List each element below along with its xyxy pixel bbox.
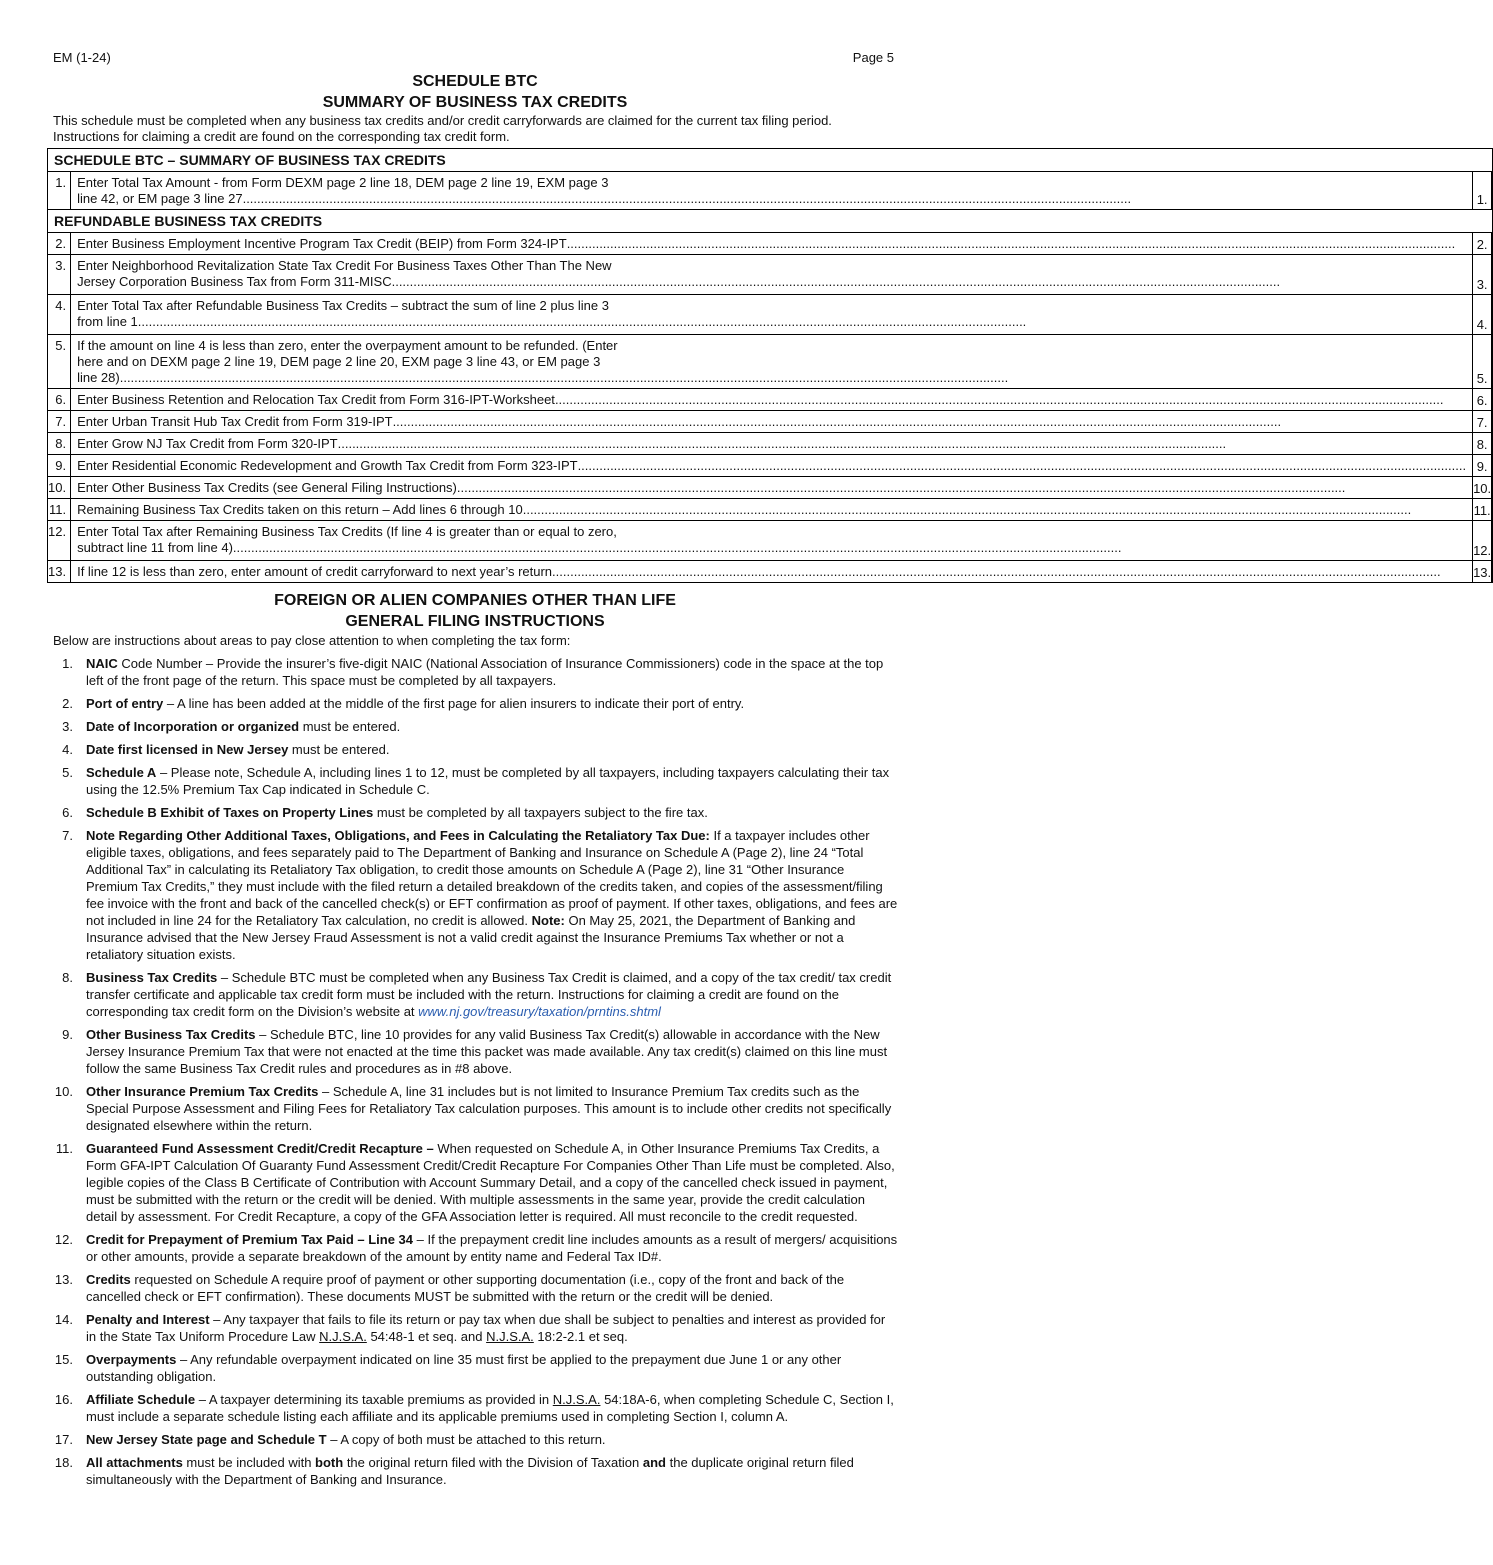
list-item: 7. Note Regarding Other Additional Taxes, Obligations, and Fees in Calculating the Retaliatory Tax Due: If a taxpayer includes other eligible taxes, obligations, and fees separately paid to The Department of Banking and Insurance on Schedule A (Page 2), line 24 “Total Additional Tax” in calculating its Retaliatory Tax obligation, to credit those amounts on Schedule A (Page 2), line 31 “Other Insurance Premium Tax Credits,” they must include with the filed return a detailed breakdown of the credits taken, and copies of the assessment/filing fee invoice with the front and back of the cancelled check(s) or EFT confirmation as proof of payment. If other taxes, obligations, and fees are not included in line 24 for the Retaliatory Tax calculation, no credit is allowed. Note: On May 25, 2021, the Department of Banking and Insurance advised that the New Jersey Fraud Assessment is not a valid credit against the Insurance Premiums Tax whether or not a retaliatory situation exists. — [62, 828, 898, 962]
table-row: 13. If line 12 is less than zero, enter amount of credit carryforward to next year’s return ..... 13. — [48, 561, 1493, 583]
page-subtitle: SUMMARY OF BUSINESS TAX CREDITS — [322, 94, 628, 111]
table-heading-row — [48, 149, 1493, 172]
list-item: 8. Business Tax Credits – Schedule BTC must be completed when any Business Tax Credit is claimed, and a copy of the tax credit/ tax credit transfer certificate and applicable tax credit form must be included with the return. Instructions for claiming a credit are found on the corresponding tax credit form on the Division’s website at www.nj.gov/treasury/taxation/prntins.shtml — [62, 970, 892, 1019]
table-row: 11. Remaining Business Tax Credits taken on this return – Add lines 6 through 10 ..... 11. — [48, 499, 1493, 521]
table-row: 2. Enter Business Employment Incentive Program Tax Credit (BEIP) from Form 324-IPT ..... 2. — [48, 233, 1493, 255]
form-id: EM (1-24) — [53, 50, 111, 65]
instructions-subtitle: GENERAL FILING INSTRUCTIONS — [345, 613, 605, 630]
page-number: Page 5 — [852, 50, 894, 65]
instructions-list — [53, 655, 898, 1494]
page-title: SCHEDULE BTC — [412, 73, 538, 90]
table-heading: SCHEDULE BTC – SUMMARY OF BUSINESS TAX CREDITS — [48, 149, 1493, 172]
list-item: 10. Other Insurance Premium Tax Credits – Schedule A, line 31 includes but is not limited to Insurance Premium Tax credits such as the Special Purpose Assessment and Filing Fees for Retaliatory Tax calculation purposes. This amount is to include other credits not specifically designated elsewhere within the return. — [54, 1084, 892, 1133]
instructions-lead: Below are instructions about areas to pay close attention to when completing the tax form: — [53, 633, 571, 648]
table-row: 1. Enter Total Tax Amount - from Form DEXM page 2 line 18, DEM page 2 line 19, EXM page 3 line 42, or EM page 3 line 27 ..... 1. — [48, 172, 1493, 210]
table-row: 8. Enter Grow NJ Tax Credit from Form 320-IPT ..... 8. — [48, 433, 1493, 455]
list-item: 6. Schedule B Exhibit of Taxes on Property Lines must be completed by all taxpayers subject to the fire tax. — [62, 805, 708, 820]
website-link[interactable]: www.nj.gov/treasury/taxation/prntins.shtml — [418, 1004, 661, 1019]
table-row: 9. Enter Residential Economic Redevelopment and Growth Tax Credit from Form 323-IPT ..... 9. — [48, 455, 1493, 477]
list-item: 14. Penalty and Interest – Any taxpayer that fails to file its return or pay tax when due shall be subject to penalties and interest as provided for in the State Tax Uniform Procedure Law N.J.S.A. 54:48-1 et seq. and N.J.S.A. 18:2-2.1 et seq. — [54, 1312, 886, 1344]
instructions-title: FOREIGN OR ALIEN COMPANIES OTHER THAN LIFE — [274, 592, 676, 609]
table-row: 7. Enter Urban Transit Hub Tax Credit from Form 319-IPT ..... 7. — [48, 411, 1493, 433]
table-row: 6. Enter Business Retention and Relocation Tax Credit from Form 316-IPT-Worksheet ..... 6. — [48, 389, 1493, 411]
list-item: 1. NAIC Code Number – Provide the insurer’s five-digit NAIC (National Association of Insurance Commissioners) code in the space at the top left of the front page of the return. This space must be completed by all taxpayers. — [62, 656, 884, 688]
list-item: 12. Credit for Prepayment of Premium Tax Paid – Line 34 – If the prepayment credit line includes amounts as a result of mergers/ acquisitions or other amounts, provide a separate breakdown of the amount by entity name and Federal Tax ID#. — [54, 1232, 898, 1264]
refundable-heading: REFUNDABLE BUSINESS TAX CREDITS — [48, 210, 1493, 233]
table-row: 10. Enter Other Business Tax Credits (see General Filing Instructions) ..... 10. — [48, 477, 1493, 499]
table-section-row — [48, 210, 1493, 233]
list-item: 13. Credits requested on Schedule A require proof of payment or other supporting documentation (i.e., copy of the front and back of the cancelled check or EFT confirmation). These documents MUST be submitted with the return or the credit will be denied. — [54, 1272, 845, 1304]
schedule-btc-table — [47, 148, 1493, 583]
table-row: 5. If the amount on line 4 is less than zero, enter the overpayment amount to be refunded. (Enter here and on DEXM page 2 line 19, DEM page 2 line 20, EXM page 3 line 43, or EM page 3 line 28) ..... 5. — [48, 335, 1493, 389]
list-item: 11. Guaranteed Fund Assessment Credit/Credit Recapture – When requested on Schedule A, in Other Insurance Premiums Tax Credits, a Form GFA-IPT Calculation Of Guaranty Fund Assessment Credit/Credit Recapture For Companies Other Than Life must be completed. Also, legible copies of the Class B Certificate of Contribution with Account Summary Detail, and a copy of the cancelled check issued in payment, must be submitted with the return or the credit will be denied. With multiple assessments in the same year, provide the credit calculation detail by assessment. For Credit Recapture, a copy of the GFA Association letter is required. All must reconcile to the credit requested. — [55, 1141, 895, 1224]
list-item: 15. Overpayments – Any refundable overpayment indicated on line 35 must first be applied to the prepayment due June 1 or any other outstanding obligation. — [54, 1352, 842, 1384]
list-item: 18. All attachments must be included with both the original return filed with the Division of Taxation and the duplicate original return filed simultaneously with the Department of Banking and Insurance. — [54, 1455, 854, 1487]
table-row: 12. Enter Total Tax after Remaining Business Tax Credits (If line 4 is greater than or equal to zero, subtract line 11 from line 4) ..... 12. — [48, 521, 1493, 561]
list-item: 16. Affiliate Schedule – A taxpayer determining its taxable premiums as provided in N.J.S.A. 54:18A-6, when completing Schedule C, Section I, must include a separate schedule listing each affiliate and its applicable premiums used in completing Section I, column A. — [54, 1392, 894, 1424]
table-row: 4. Enter Total Tax after Refundable Business Tax Credits – subtract the sum of line 2 plus line 3 from line 1 ..... 4. — [48, 295, 1493, 335]
table-row: 3. Enter Neighborhood Revitalization State Tax Credit For Business Taxes Other Than The New Jersey Corporation Business Tax from Form 311-MISC ..... 3. — [48, 255, 1493, 295]
intro-text: This schedule must be completed when any business tax credits and/or credit carryforwards are claimed for the current tax filing period. Instructions for claiming a credit are found on the corresponding tax credit form. — [53, 113, 832, 144]
list-item: 3. Date of Incorporation or organized must be entered. — [62, 719, 401, 734]
list-item: 4. Date first licensed in New Jersey must be entered. — [62, 742, 390, 757]
list-item: 17. New Jersey State page and Schedule T – A copy of both must be attached to this return. — [54, 1432, 606, 1447]
list-item: 5. Schedule A – Please note, Schedule A, including lines 1 to 12, must be completed by all taxpayers, including taxpayers calculating their tax using the 12.5% Premium Tax Cap indicated in Schedule C. — [62, 765, 890, 797]
list-item: 9. Other Business Tax Credits – Schedule BTC, line 10 provides for any valid Business Tax Credit(s) allowable in accordance with the New Jersey Insurance Premium Tax that were not enacted at the time this packet was made available. Any tax credit(s) claimed on this line must follow the same Business Tax Credit rules and procedures as in #8 above. — [62, 1027, 888, 1076]
list-item: 2. Port of entry – A line has been added at the middle of the first page for alien insurers to indicate their port of entry. — [62, 696, 745, 711]
